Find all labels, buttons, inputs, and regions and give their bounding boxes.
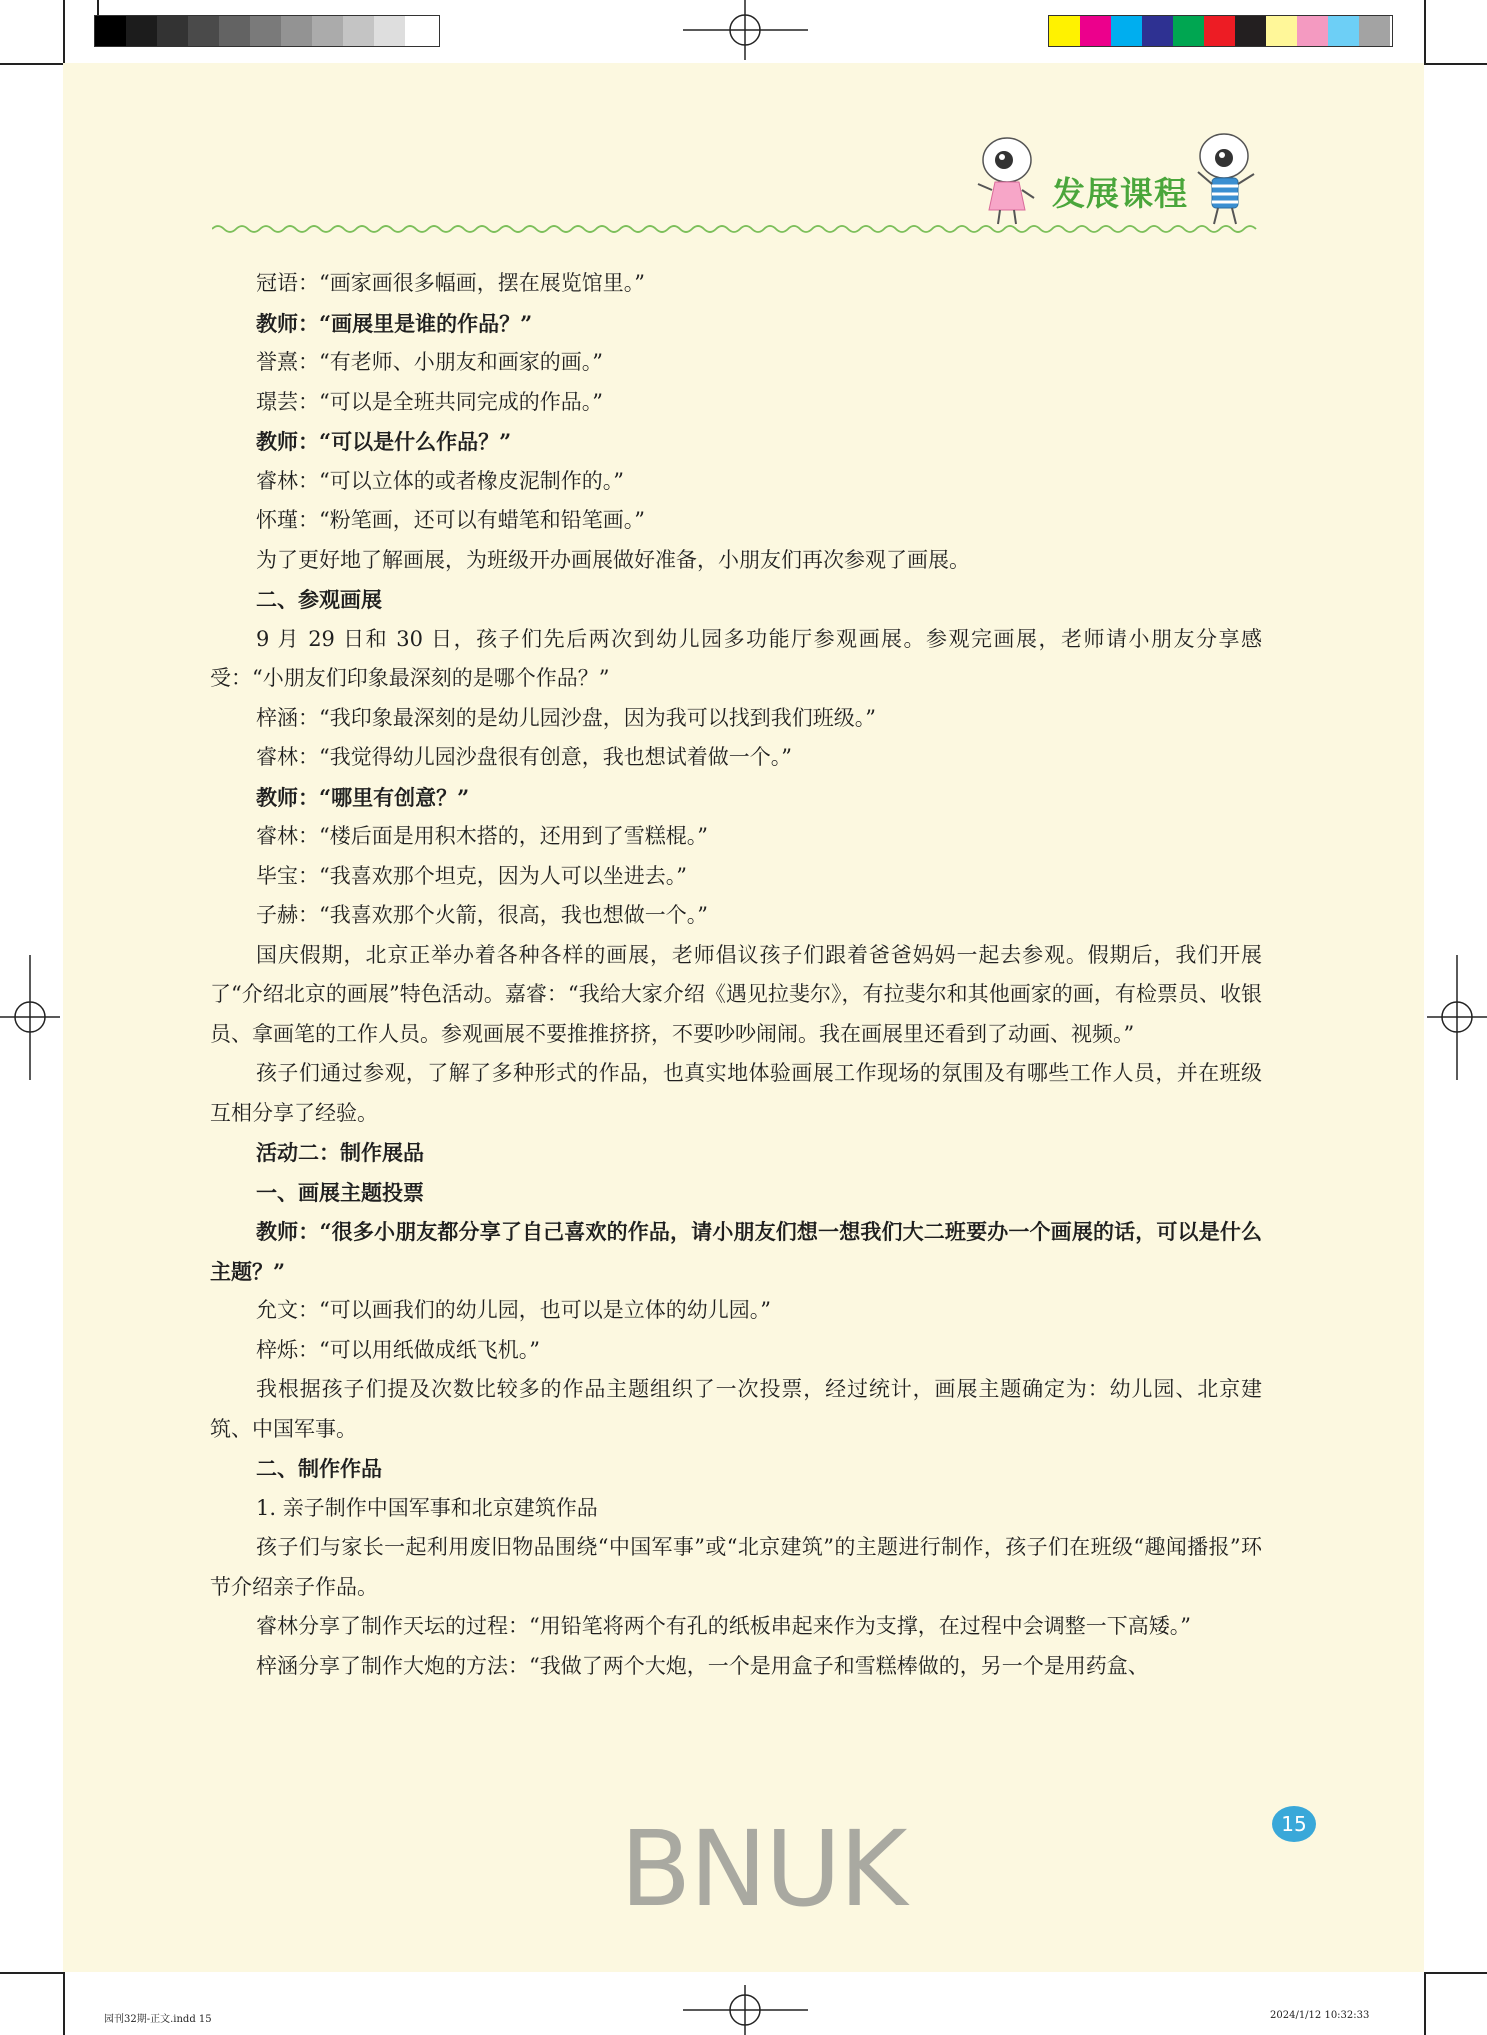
crop-mark: [1424, 63, 1487, 65]
mascot-boy-icon: [1198, 134, 1254, 224]
paragraph: 璟芸：“可以是全班共同完成的作品。”: [256, 389, 603, 414]
registration-mark-icon: [683, 1985, 808, 2035]
paragraph: 国庆假期，北京正举办着各种各样的画展，老师倡议孩子们跟着爸爸妈妈一起去参观。假期后，我们开展了“介绍北京的画展”特色活动。嘉睿：“我给大家介绍《遇见拉斐尔》，有拉斐尔和其他画家的画，有检票员、收银员、拿画笔的工作人员。参观画展不要推推挤挤，不要吵吵闹闹。我在画展里还看到了动画、视频。”: [210, 942, 1262, 1046]
paragraph: 梓涵：“我印象最深刻的是幼儿园沙盘，因为我可以找到我们班级。”: [256, 705, 876, 730]
crop-mark: [0, 1972, 63, 1974]
page-number: 15: [1272, 1806, 1316, 1842]
wave-divider: [212, 222, 1260, 236]
file-slug: 园刊32期-正文.indd 15: [104, 2014, 212, 2025]
paragraph: 怀瑾：“粉笔画，还可以有蜡笔和铅笔画。”: [256, 508, 645, 532]
registration-mark-icon: [1427, 955, 1487, 1080]
paragraph: 1. 亲子制作中国军事和北京建筑作品: [256, 1495, 598, 1520]
paragraph: 二、参观画展: [256, 587, 382, 612]
paragraph: 教师：“可以是什么作品？”: [256, 429, 512, 454]
grayscale-bar: [94, 15, 440, 47]
section-title: 发展课程: [1052, 174, 1188, 213]
paragraph: 子赫：“我喜欢那个火箭，很高，我也想做一个。”: [256, 903, 708, 927]
crop-mark: [63, 0, 65, 63]
paragraph: 允文：“可以画我们的幼儿园，也可以是立体的幼儿园。”: [256, 1298, 771, 1322]
paragraph: 我根据孩子们提及次数比较多的作品主题组织了一次投票，经过统计，画展主题确定为：幼儿园、北京建筑、中国军事。: [210, 1377, 1262, 1441]
registration-mark-icon: [0, 955, 60, 1080]
paragraph: 睿林：“可以立体的或者橡皮泥制作的。”: [256, 468, 624, 493]
paragraph: 睿林分享了制作天坛的过程：“用铅笔将两个有孔的纸板串起来作为支撑，在过程中会调整一下高矮。”: [256, 1614, 1191, 1638]
paragraph: 为了更好地了解画展，为班级开办画展做好准备，小朋友们再次参观了画展。: [256, 547, 970, 572]
paragraph: 梓烁：“可以用纸做成纸飞机。”: [256, 1337, 540, 1362]
registration-mark-icon: [683, 0, 808, 60]
paragraph: 教师：“画展里是谁的作品？”: [256, 310, 533, 336]
paragraph: 教师：“很多小朋友都分享了自己喜欢的作品，请小朋友们想一想我们大二班要办一个画展的话，可以是什么主题？”: [210, 1219, 1262, 1284]
paragraph: 二、制作作品: [256, 1456, 382, 1481]
paragraph: 孩子们通过参观，了解了多种形式的作品，也真实地体验画展工作现场的氛围及有哪些工作人员，并在班级互相分享了经验。: [210, 1061, 1262, 1125]
paragraph: 誉熹：“有老师、小朋友和画家的画。”: [256, 350, 603, 374]
crop-mark: [0, 63, 63, 65]
crop-mark: [63, 1972, 65, 2035]
crop-mark: [1424, 1972, 1487, 1974]
paragraph: 梓涵分享了制作大炮的方法：“我做了两个大炮，一个是用盒子和雪糕棒做的，另一个是用药盒、: [256, 1653, 1149, 1678]
print-timestamp: 2024/1/12 10:32:33: [1270, 2010, 1370, 2021]
color-bar: [1048, 15, 1393, 47]
watermark: BNUK: [620, 1808, 906, 1930]
paragraph: 冠语：“画家画很多幅画，摆在展览馆里。”: [256, 271, 645, 295]
mascot-girl-icon: [978, 138, 1034, 224]
paragraph: 孩子们与家长一起利用废旧物品围绕“中国军事”或“北京建筑”的主题进行制作，孩子们在班级“趣闻播报”环节介绍亲子作品。: [210, 1535, 1262, 1599]
paragraph: 毕宝：“我喜欢那个坦克，因为人可以坐进去。”: [256, 863, 687, 888]
crop-mark: [1424, 0, 1426, 63]
paragraph: 睿林：“楼后面是用积木搭的，还用到了雪糕棍。”: [256, 824, 708, 848]
paragraph: 一、画展主题投票: [256, 1179, 424, 1205]
paragraph: 教师：“哪里有创意？”: [256, 784, 470, 810]
article-body: [210, 264, 1262, 1686]
paragraph: 睿林：“我觉得幼儿园沙盘很有创意，我也想试着做一个。”: [256, 745, 792, 769]
paragraph: 活动二：制作展品: [256, 1140, 424, 1165]
crop-mark: [1424, 1972, 1426, 2035]
paragraph: 9 月 29 日和 30 日，孩子们先后两次到幼儿园多功能厅参观画展。参观完画展，老师请小朋友分享感受：“小朋友们印象最深刻的是哪个作品？”: [210, 626, 1262, 690]
